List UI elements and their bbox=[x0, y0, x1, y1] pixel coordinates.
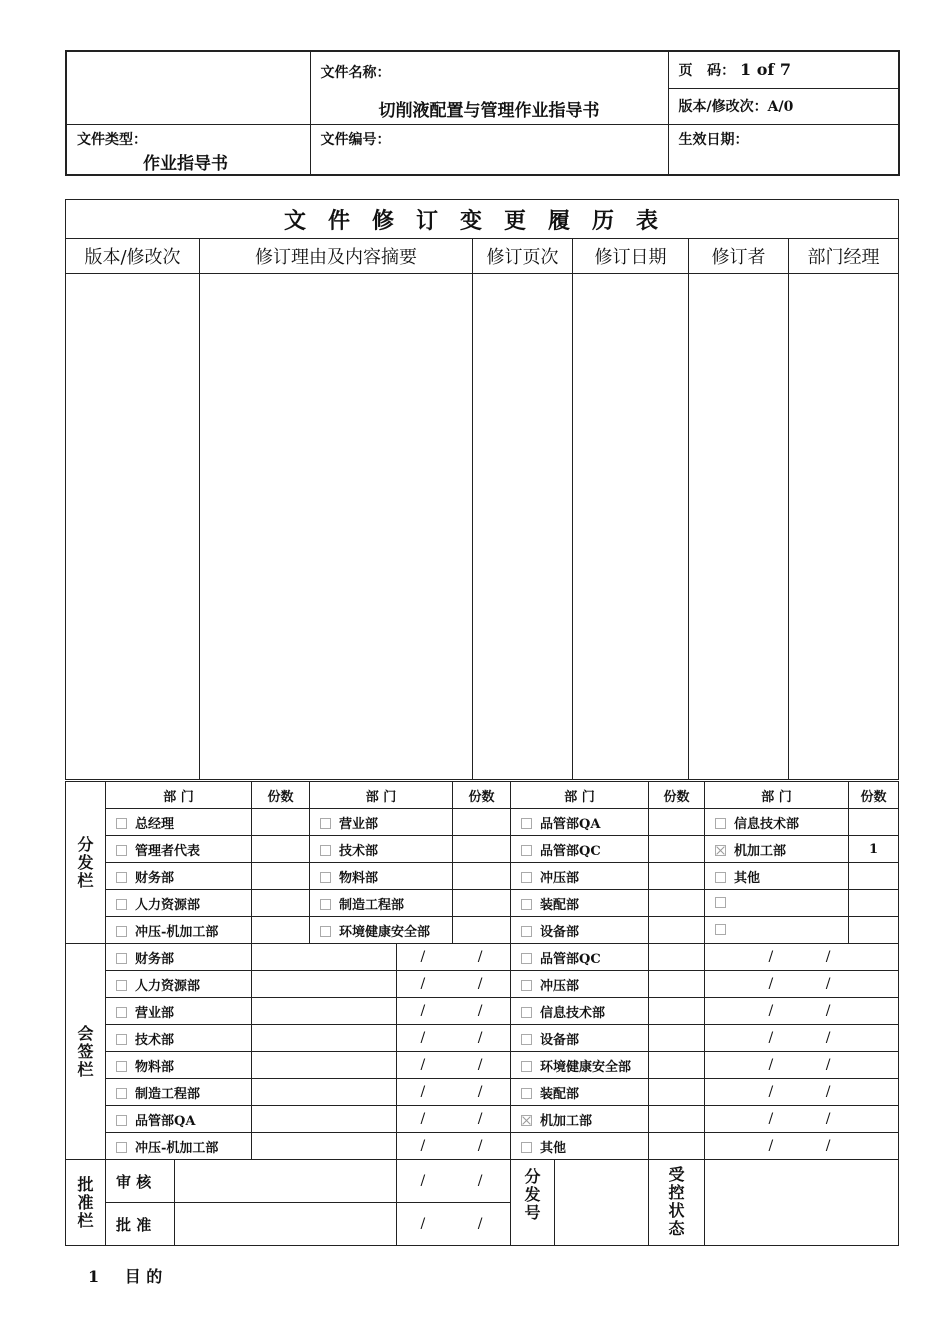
copies-cell[interactable]: 1 bbox=[849, 836, 899, 863]
date-cell[interactable]: / / bbox=[705, 1106, 899, 1133]
dept-checkbox-cell bbox=[106, 1025, 252, 1052]
dept-name: 财务部 bbox=[135, 951, 175, 967]
dept-name: 品管部QC bbox=[540, 951, 601, 967]
dept-checkbox-cell bbox=[310, 917, 453, 944]
dept-checkbox-cell bbox=[511, 917, 649, 944]
dept-name: 冲压部 bbox=[540, 870, 580, 886]
copies-header: 份数 bbox=[849, 782, 899, 809]
review-signature[interactable] bbox=[175, 1160, 397, 1203]
file-type-label: 文件类型： bbox=[77, 132, 147, 148]
dept-name: 品管部QC bbox=[540, 843, 601, 859]
dept-checkbox-cell bbox=[511, 809, 649, 836]
dept-name: 机加工部 bbox=[734, 843, 787, 859]
countersign-row bbox=[66, 1052, 899, 1079]
dept-checkbox-cell bbox=[511, 836, 649, 863]
checkbox[interactable] bbox=[521, 926, 532, 937]
checkbox[interactable] bbox=[116, 1007, 127, 1018]
copies-header: 份数 bbox=[649, 782, 705, 809]
copies-cell[interactable] bbox=[649, 836, 705, 863]
revision-cell[interactable] bbox=[789, 274, 899, 780]
countersign-row bbox=[66, 944, 899, 971]
signature-cell[interactable] bbox=[252, 944, 397, 971]
col-reviser: 修订者 bbox=[689, 239, 789, 274]
checkbox[interactable] bbox=[521, 899, 532, 910]
approve-signature[interactable] bbox=[175, 1203, 397, 1246]
revision-cell[interactable] bbox=[689, 274, 789, 780]
checkbox[interactable] bbox=[715, 845, 726, 856]
dept-checkbox-cell bbox=[310, 836, 453, 863]
dept-name: 设备部 bbox=[540, 924, 580, 940]
checkbox[interactable] bbox=[320, 845, 331, 856]
checkbox[interactable] bbox=[116, 953, 127, 964]
dept-name: 总经理 bbox=[135, 816, 175, 832]
dept-checkbox-cell bbox=[106, 944, 252, 971]
dept-name: 冲压-机加工部 bbox=[135, 924, 219, 940]
checkbox[interactable] bbox=[715, 924, 726, 935]
countersign-row bbox=[66, 998, 899, 1025]
dept-name: 装配部 bbox=[540, 1086, 580, 1102]
countersign-side-label: 会 签 栏 bbox=[66, 944, 106, 1160]
revision-cell[interactable] bbox=[473, 274, 573, 780]
checkbox[interactable] bbox=[116, 1061, 127, 1072]
checkbox[interactable] bbox=[116, 926, 127, 937]
checkbox[interactable] bbox=[715, 872, 726, 883]
dept-checkbox-cell bbox=[106, 809, 252, 836]
distribution-row bbox=[66, 863, 899, 890]
checkbox[interactable] bbox=[521, 1007, 532, 1018]
dept-checkbox-cell bbox=[106, 917, 252, 944]
section-title: 目 的 bbox=[124, 1267, 163, 1286]
dept-name: 其他 bbox=[734, 870, 761, 886]
date-cell[interactable]: / / bbox=[397, 1052, 511, 1079]
file-number-cell bbox=[310, 125, 668, 176]
countersign-row bbox=[66, 1133, 899, 1160]
dept-name: 机加工部 bbox=[540, 1113, 593, 1129]
copies-cell[interactable] bbox=[849, 809, 899, 836]
dept-name: 制造工程部 bbox=[135, 1086, 201, 1102]
file-name-value: 切削液配置与管理作业指导书 bbox=[378, 101, 600, 121]
dept-checkbox-cell bbox=[310, 890, 453, 917]
file-number-label: 文件编号： bbox=[320, 132, 391, 148]
approval-row bbox=[66, 1160, 899, 1203]
dept-checkbox-cell bbox=[511, 944, 649, 971]
dept-checkbox-cell bbox=[511, 1079, 649, 1106]
signature-cell[interactable] bbox=[649, 1025, 705, 1052]
dept-name: 品管部QA bbox=[540, 816, 601, 832]
copies-cell[interactable] bbox=[252, 863, 310, 890]
dept-checkbox-cell bbox=[310, 809, 453, 836]
approve-date[interactable]: / / bbox=[397, 1203, 511, 1246]
file-type-cell bbox=[66, 125, 310, 176]
dept-header: 部 门 bbox=[310, 782, 453, 809]
checkbox[interactable] bbox=[116, 1115, 127, 1126]
dept-checkbox-cell bbox=[310, 863, 453, 890]
revision-cell[interactable] bbox=[573, 274, 689, 780]
date-cell[interactable]: / / bbox=[397, 998, 511, 1025]
countersign-row bbox=[66, 1106, 899, 1133]
dept-checkbox-cell bbox=[511, 971, 649, 998]
dept-name: 设备部 bbox=[540, 1032, 580, 1048]
dept-name: 物料部 bbox=[135, 1059, 175, 1075]
version-cell bbox=[668, 88, 899, 125]
copies-header: 份数 bbox=[453, 782, 511, 809]
checkbox[interactable] bbox=[116, 845, 127, 856]
dept-checkbox-cell bbox=[511, 1133, 649, 1160]
dept-name: 技术部 bbox=[135, 1032, 175, 1048]
dept-name: 人力资源部 bbox=[135, 897, 201, 913]
copies-cell[interactable] bbox=[453, 917, 511, 944]
dept-checkbox-cell bbox=[705, 890, 849, 917]
approve-label: 批 准 bbox=[106, 1203, 175, 1246]
dept-name: 装配部 bbox=[540, 897, 580, 913]
dept-name: 技术部 bbox=[339, 843, 379, 859]
date-cell[interactable]: / / bbox=[705, 1133, 899, 1160]
dept-checkbox-cell bbox=[106, 836, 252, 863]
control-status-value[interactable] bbox=[705, 1160, 899, 1246]
checkbox[interactable] bbox=[521, 872, 532, 883]
checkbox[interactable] bbox=[521, 953, 532, 964]
dept-name: 信息技术部 bbox=[540, 1005, 606, 1021]
dept-checkbox-cell bbox=[106, 863, 252, 890]
dept-name: 信息技术部 bbox=[734, 816, 800, 832]
checkbox[interactable] bbox=[521, 1034, 532, 1045]
checkbox[interactable] bbox=[521, 1142, 532, 1153]
date-cell[interactable]: / / bbox=[397, 1133, 511, 1160]
dept-header: 部 门 bbox=[511, 782, 649, 809]
file-name-cell bbox=[310, 51, 668, 125]
checkbox[interactable] bbox=[521, 1088, 532, 1099]
date-cell[interactable]: / / bbox=[397, 1106, 511, 1133]
dept-name: 营业部 bbox=[135, 1005, 175, 1021]
distribution-table bbox=[65, 781, 899, 1246]
checkbox[interactable] bbox=[521, 845, 532, 856]
signature-cell[interactable] bbox=[649, 1106, 705, 1133]
dept-checkbox-cell bbox=[705, 917, 849, 944]
signature-cell[interactable] bbox=[649, 998, 705, 1025]
copies-cell[interactable] bbox=[649, 917, 705, 944]
page-cell bbox=[668, 51, 899, 88]
date-cell[interactable]: / / bbox=[397, 1079, 511, 1106]
distribution-row bbox=[66, 917, 899, 944]
checkbox[interactable] bbox=[116, 1088, 127, 1099]
signature-cell[interactable] bbox=[649, 1079, 705, 1106]
control-status-label: 受 控 状 态 bbox=[649, 1160, 705, 1246]
checkbox[interactable] bbox=[715, 818, 726, 829]
version-value: A/0 bbox=[767, 99, 794, 116]
dept-checkbox-cell bbox=[106, 1133, 252, 1160]
distribution-row bbox=[66, 836, 899, 863]
date-cell[interactable]: / / bbox=[397, 944, 511, 971]
distribution-row bbox=[66, 809, 899, 836]
revision-history-table bbox=[65, 199, 899, 780]
countersign-row bbox=[66, 1079, 899, 1106]
date-cell[interactable]: / / bbox=[397, 971, 511, 998]
dept-checkbox-cell bbox=[511, 890, 649, 917]
checkbox[interactable] bbox=[116, 899, 127, 910]
signature-cell[interactable] bbox=[252, 1106, 397, 1133]
checkbox[interactable] bbox=[521, 980, 532, 991]
checkbox[interactable] bbox=[320, 872, 331, 883]
dept-checkbox-cell bbox=[705, 836, 849, 863]
copies-cell[interactable] bbox=[252, 809, 310, 836]
dept-name: 财务部 bbox=[135, 870, 175, 886]
checkbox[interactable] bbox=[320, 926, 331, 937]
checkbox[interactable] bbox=[116, 1142, 127, 1153]
dept-checkbox-cell bbox=[511, 1025, 649, 1052]
col-summary: 修订理由及内容摘要 bbox=[200, 239, 473, 274]
copies-cell[interactable] bbox=[453, 809, 511, 836]
checkbox[interactable] bbox=[715, 897, 726, 908]
dept-name: 品管部QA bbox=[135, 1113, 196, 1129]
copies-cell[interactable] bbox=[849, 863, 899, 890]
signature-cell[interactable] bbox=[649, 944, 705, 971]
dept-checkbox-cell bbox=[106, 890, 252, 917]
checkbox[interactable] bbox=[521, 818, 532, 829]
review-date[interactable]: / / bbox=[397, 1160, 511, 1203]
approval-side-label: 批 准 栏 bbox=[66, 1160, 106, 1246]
copies-cell[interactable] bbox=[252, 890, 310, 917]
signature-cell[interactable] bbox=[252, 1133, 397, 1160]
copies-cell[interactable] bbox=[252, 836, 310, 863]
dist-no-label: 分 发 号 bbox=[511, 1160, 555, 1246]
signature-cell[interactable] bbox=[252, 1079, 397, 1106]
checkbox[interactable] bbox=[116, 818, 127, 829]
dept-checkbox-cell bbox=[106, 1106, 252, 1133]
effective-date-label: 生效日期： bbox=[678, 132, 749, 148]
dept-name: 冲压部 bbox=[540, 978, 580, 994]
dept-checkbox-cell bbox=[106, 1079, 252, 1106]
dept-name: 环境健康安全部 bbox=[540, 1059, 632, 1075]
date-cell[interactable]: / / bbox=[705, 998, 899, 1025]
copies-header: 份数 bbox=[252, 782, 310, 809]
date-cell[interactable]: / / bbox=[705, 971, 899, 998]
page-label: 页 码： bbox=[678, 62, 736, 79]
date-cell[interactable]: / / bbox=[705, 944, 899, 971]
revision-title: 文件修订变更履历表 bbox=[66, 200, 899, 239]
dept-name: 物料部 bbox=[339, 870, 379, 886]
section-heading bbox=[88, 1264, 162, 1287]
col-pages: 修订页次 bbox=[473, 239, 573, 274]
dept-header: 部 门 bbox=[705, 782, 849, 809]
dept-checkbox-cell bbox=[511, 863, 649, 890]
countersign-row bbox=[66, 1025, 899, 1052]
date-cell[interactable]: / / bbox=[705, 1025, 899, 1052]
checkbox[interactable] bbox=[116, 980, 127, 991]
dept-name: 环境健康安全部 bbox=[339, 924, 431, 940]
review-label: 审 核 bbox=[106, 1160, 175, 1203]
distribution-row bbox=[66, 890, 899, 917]
dept-name: 冲压-机加工部 bbox=[135, 1140, 219, 1156]
dept-name: 人力资源部 bbox=[135, 978, 201, 994]
col-manager: 部门经理 bbox=[789, 239, 899, 274]
document-header bbox=[65, 50, 900, 176]
dept-checkbox-cell bbox=[511, 1106, 649, 1133]
signature-cell[interactable] bbox=[649, 1052, 705, 1079]
checkbox[interactable] bbox=[116, 1034, 127, 1045]
dept-checkbox-cell bbox=[705, 809, 849, 836]
checkbox[interactable] bbox=[320, 899, 331, 910]
dept-checkbox-cell bbox=[106, 1052, 252, 1079]
col-date: 修订日期 bbox=[573, 239, 689, 274]
copies-cell[interactable] bbox=[849, 917, 899, 944]
page-value: 1 of 7 bbox=[740, 59, 791, 79]
dept-checkbox-cell bbox=[705, 863, 849, 890]
date-cell[interactable]: / / bbox=[705, 1052, 899, 1079]
dept-name: 制造工程部 bbox=[339, 897, 405, 913]
copies-cell[interactable] bbox=[649, 863, 705, 890]
date-cell[interactable]: / / bbox=[705, 1079, 899, 1106]
revision-cell[interactable] bbox=[66, 274, 200, 780]
logo-cell bbox=[66, 51, 310, 125]
copies-cell[interactable] bbox=[453, 890, 511, 917]
checkbox[interactable] bbox=[320, 818, 331, 829]
section-number: 1 bbox=[88, 1267, 100, 1286]
copies-cell[interactable] bbox=[252, 917, 310, 944]
dept-header: 部 门 bbox=[106, 782, 252, 809]
dept-checkbox-cell bbox=[511, 998, 649, 1025]
dept-name: 营业部 bbox=[339, 816, 379, 832]
distribution-side-label: 分 发 栏 bbox=[66, 782, 106, 944]
date-cell[interactable]: / / bbox=[397, 1025, 511, 1052]
effective-date-cell bbox=[668, 125, 899, 176]
copies-cell[interactable] bbox=[453, 836, 511, 863]
dept-name: 管理者代表 bbox=[135, 843, 201, 859]
copies-cell[interactable] bbox=[649, 809, 705, 836]
col-version: 版本/修改次 bbox=[66, 239, 200, 274]
signature-cell[interactable] bbox=[649, 971, 705, 998]
dept-checkbox-cell bbox=[106, 998, 252, 1025]
dept-name: 其他 bbox=[540, 1140, 567, 1156]
checkbox[interactable] bbox=[521, 1115, 532, 1126]
dept-checkbox-cell bbox=[106, 971, 252, 998]
copies-cell[interactable] bbox=[453, 863, 511, 890]
dist-no-value[interactable] bbox=[555, 1160, 649, 1246]
checkbox[interactable] bbox=[116, 872, 127, 883]
signature-cell[interactable] bbox=[252, 998, 397, 1025]
copies-cell[interactable] bbox=[849, 890, 899, 917]
revision-cell[interactable] bbox=[200, 274, 473, 780]
countersign-row bbox=[66, 971, 899, 998]
signature-cell[interactable] bbox=[252, 971, 397, 998]
file-name-label: 文件名称： bbox=[320, 65, 391, 81]
signature-cell[interactable] bbox=[649, 1133, 705, 1160]
file-type-value: 作业指导书 bbox=[143, 154, 228, 174]
copies-cell[interactable] bbox=[649, 890, 705, 917]
signature-cell[interactable] bbox=[252, 1025, 397, 1052]
version-label: 版本/修改次： bbox=[678, 99, 768, 116]
checkbox[interactable] bbox=[521, 1061, 532, 1072]
dept-checkbox-cell bbox=[511, 1052, 649, 1079]
signature-cell[interactable] bbox=[252, 1052, 397, 1079]
